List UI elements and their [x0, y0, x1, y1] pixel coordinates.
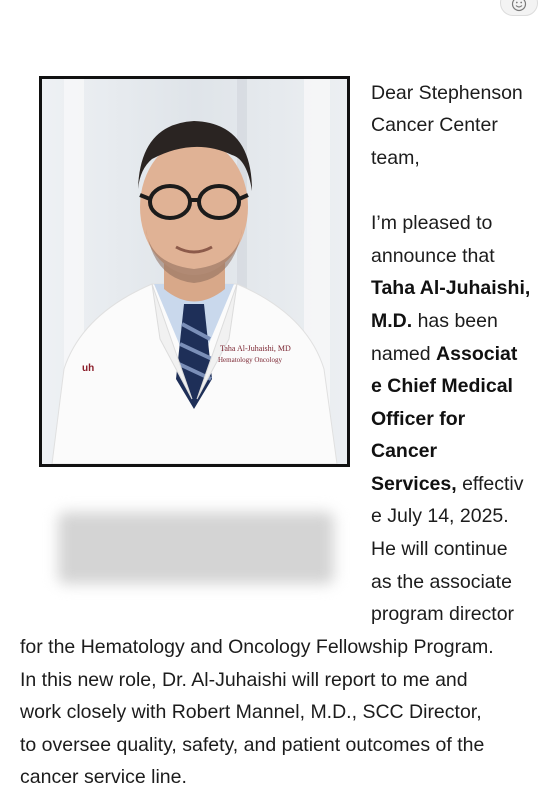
text-line: as the associate	[371, 571, 512, 593]
text-line: In this new role, Dr. Al-Juhaishi will report to me and	[20, 669, 468, 691]
text-line: M.D. has been	[371, 310, 498, 332]
text-line: Cancer	[371, 440, 438, 462]
text-line: Services, effectiv	[371, 473, 524, 495]
text-line: e July 14, 2025.	[371, 505, 509, 527]
text-line: team,	[371, 147, 420, 169]
text-line: named Associat	[371, 343, 518, 365]
text-line: He will continue	[371, 538, 508, 560]
text-line: announce that	[371, 245, 495, 267]
text-line: e Chief Medical	[371, 375, 513, 397]
text-line: Taha Al-Juhaishi,	[371, 277, 531, 299]
text-line: Dear Stephenson	[371, 82, 523, 104]
text-line: to oversee quality, safety, and patient outcomes of the	[20, 734, 485, 756]
text-line: Cancer Center	[371, 114, 498, 136]
text-line: I’m pleased to	[371, 212, 493, 234]
text-line: cancer service line.	[20, 766, 187, 788]
badge-department: Hematology Oncology	[218, 356, 282, 364]
badge-name: Taha Al-Juhaishi, MD	[220, 344, 291, 353]
text-line: Officer for	[371, 408, 466, 430]
text-line: for the Hematology and Oncology Fellowship Program.	[20, 636, 494, 658]
text-line: program director	[371, 603, 515, 625]
logo-text: uh	[82, 363, 95, 374]
text-line: work closely with Robert Mannel, M.D., SCC Director,	[20, 701, 482, 723]
